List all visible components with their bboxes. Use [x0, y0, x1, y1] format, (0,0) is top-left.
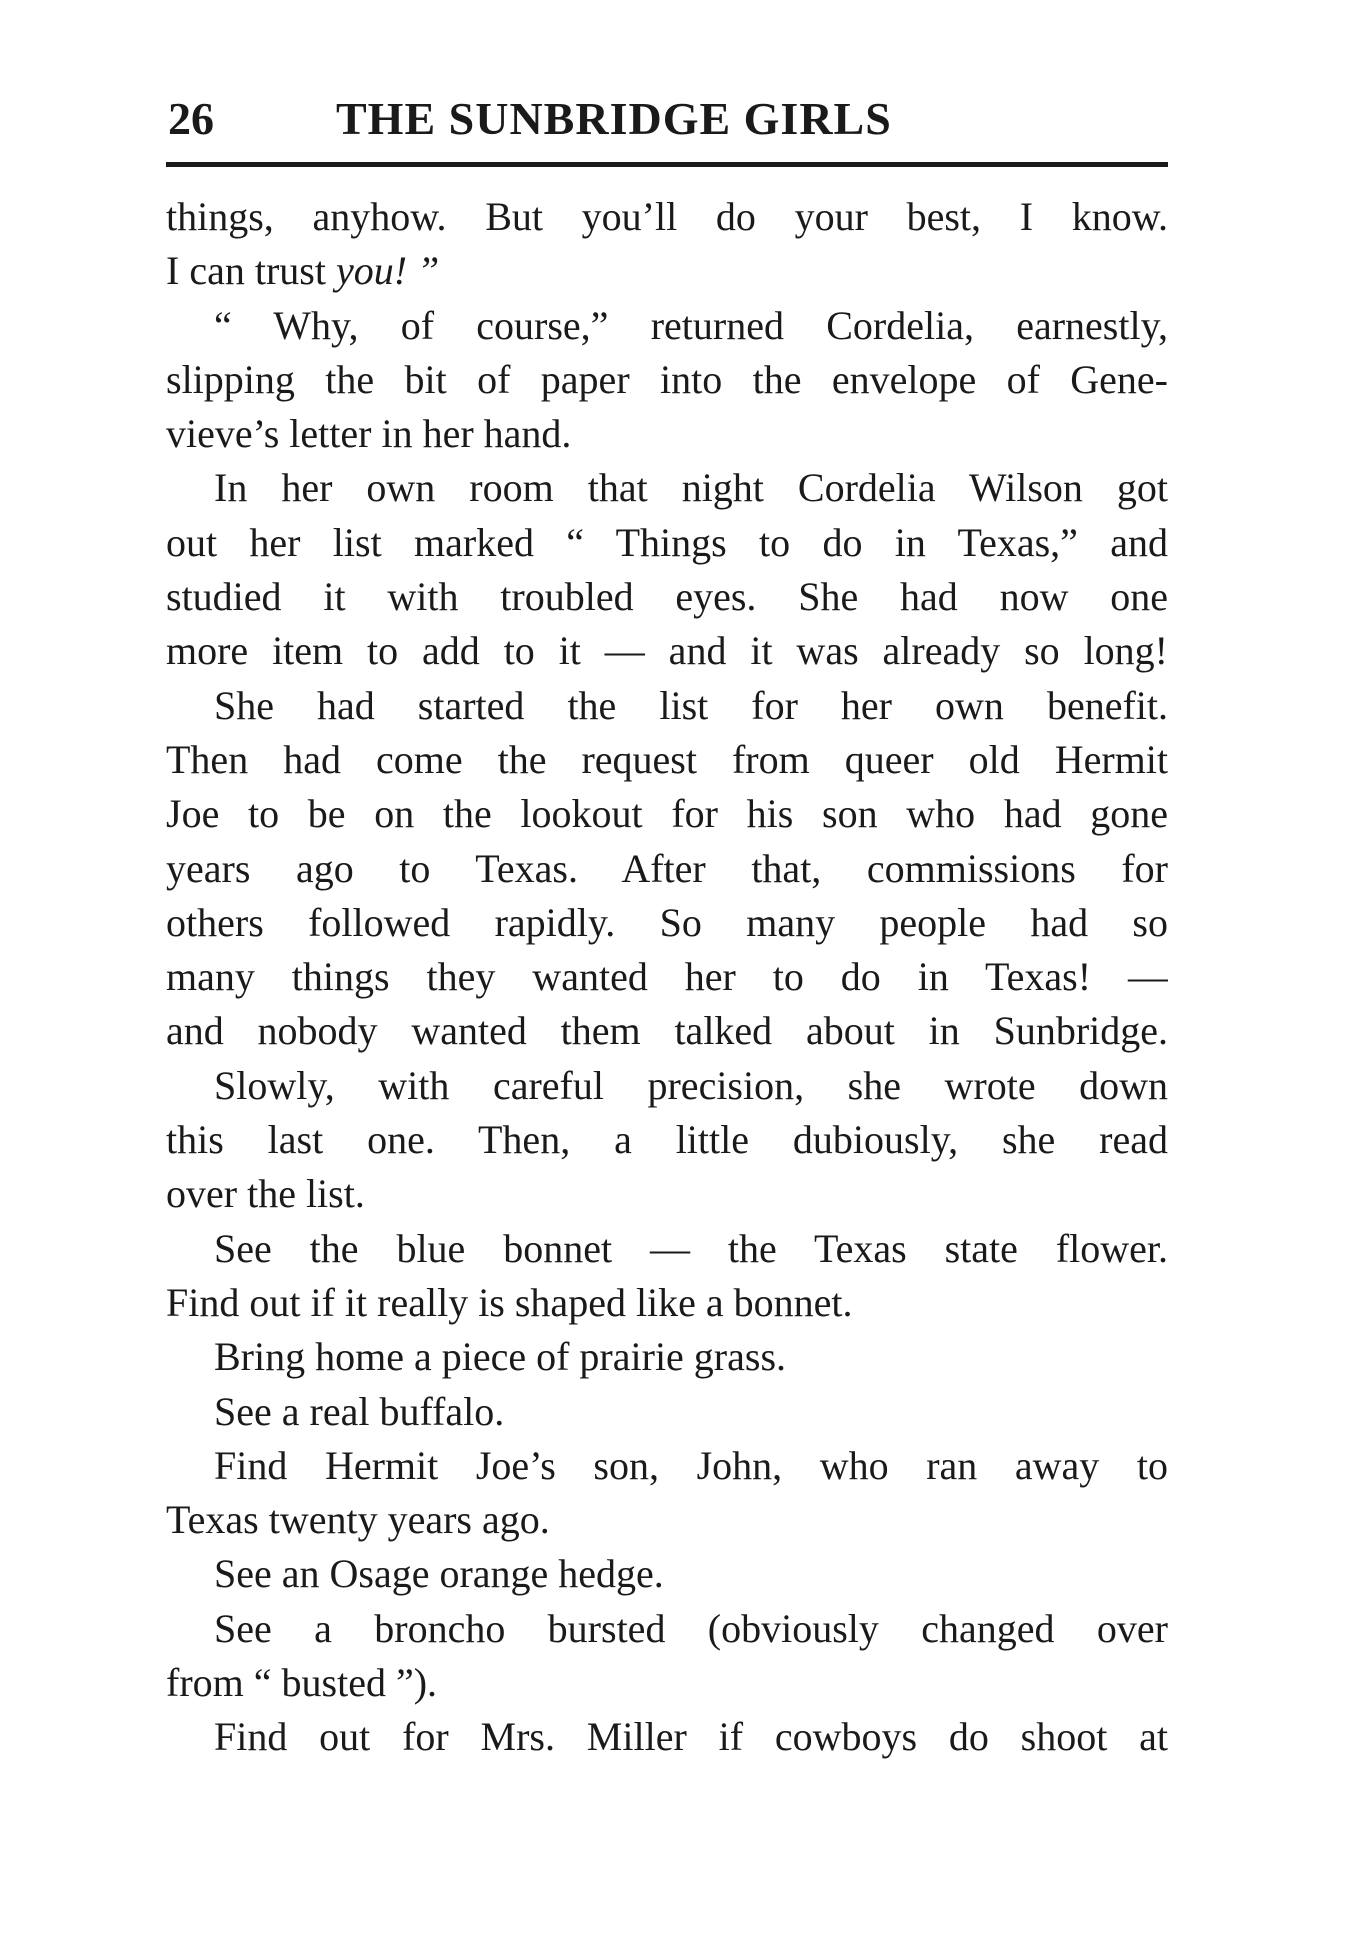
text-line: and nobody wanted them talked about in Sunbridge.: [166, 1008, 1168, 1054]
text-line: slipping the bit of paper into the envelope of Gene-: [166, 356, 1168, 402]
text-line: She had started the list for her own benefit.: [214, 682, 1168, 728]
text-line: years ago to Texas. After that, commissions for: [166, 845, 1168, 891]
text-line: “ Why, of course,” returned Cordelia, earnestly,: [214, 302, 1168, 348]
text-line: many things they wanted her to do in Texas! —: [166, 954, 1168, 1000]
text-line: Find out for Mrs. Miller if cowboys do shoot at: [214, 1714, 1168, 1760]
text-line: out her list marked “ Things to do in Texas,” and: [166, 519, 1168, 565]
text-line: See an Osage orange hedge.: [214, 1551, 664, 1597]
text-line: others followed rapidly. So many people had so: [166, 899, 1168, 945]
text-line: Find out if it really is shaped like a bonnet.: [166, 1279, 853, 1325]
text-line: Slowly, with careful precision, she wrote down: [214, 1062, 1168, 1108]
text-line: Find Hermit Joe’s son, John, who ran away to: [214, 1442, 1168, 1488]
text-line: studied it with troubled eyes. She had now one: [166, 574, 1168, 620]
text-line: Texas twenty years ago.: [166, 1497, 550, 1543]
text-line: Then had come the request from queer old Hermit: [166, 736, 1168, 782]
text-line: vieve’s letter in her hand.: [166, 411, 572, 457]
text-line: See the blue bonnet — the Texas state flower.: [214, 1225, 1168, 1271]
running-head: [168, 88, 1168, 150]
text-line: I can trust you! ”: [166, 248, 440, 294]
running-title: THE SUNBRIDGE GIRLS: [336, 93, 892, 144]
text-line: See a real buffalo.: [214, 1388, 505, 1434]
page-number: 26: [168, 93, 214, 144]
text-line: more item to add to it — and it was already so long!: [166, 628, 1168, 674]
header-rule: [166, 162, 1168, 167]
text-line: this last one. Then, a little dubiously, she read: [166, 1117, 1168, 1163]
text-line: See a broncho bursted (obviously changed over: [214, 1605, 1168, 1651]
text-line: In her own room that night Cordelia Wilson got: [214, 465, 1168, 511]
text-line: Bring home a piece of prairie grass.: [214, 1334, 787, 1380]
text-line: Joe to be on the lookout for his son who had gone: [166, 791, 1168, 837]
text-line: over the list.: [166, 1171, 365, 1217]
body-text: [166, 190, 1168, 1765]
text-line: things, anyhow. But you’ll do your best, I know.: [166, 194, 1168, 239]
emphasis: you!: [335, 248, 408, 294]
text-line: from “ busted ”).: [166, 1660, 438, 1706]
